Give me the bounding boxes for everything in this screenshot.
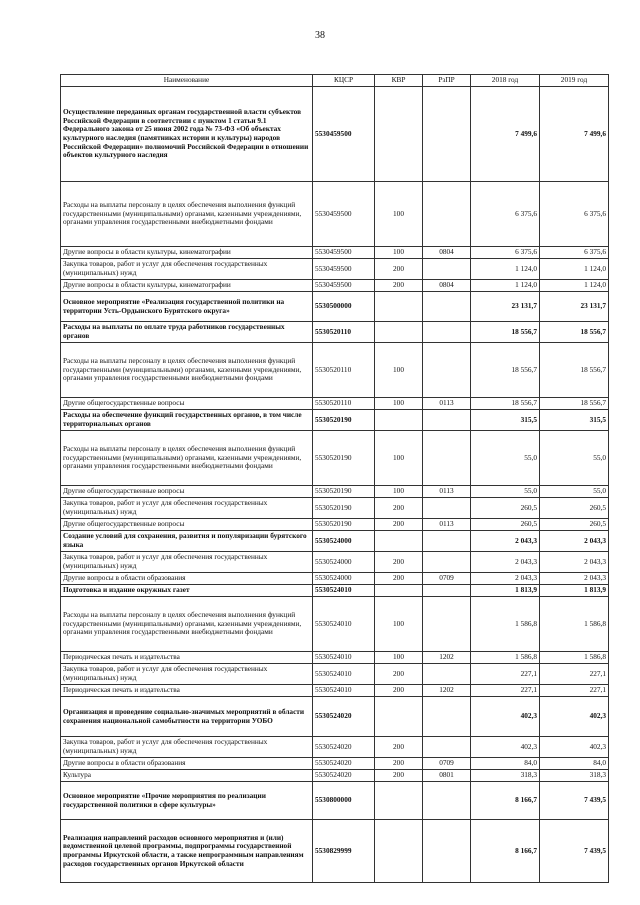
cell-kcsr: 5530829999 — [313, 820, 375, 883]
cell-y2019: 402,3 — [540, 737, 609, 758]
table-row — [61, 259, 609, 280]
cell-y2019: 260,5 — [540, 519, 609, 531]
cell-rzpr — [423, 498, 471, 519]
cell-kvr: 200 — [375, 280, 423, 292]
cell-y2019: 55,0 — [540, 486, 609, 498]
cell-y2018: 55,0 — [471, 431, 540, 486]
table-row — [61, 292, 609, 322]
cell-name: Подготовка и издание окружных газет — [61, 585, 313, 597]
cell-y2019: 18 556,7 — [540, 398, 609, 410]
cell-name: Закупка товаров, работ и услуг для обеспечения государственных (муниципальных) нужд — [61, 664, 313, 685]
cell-y2019: 2 043,3 — [540, 573, 609, 585]
header-name: Наименование — [61, 75, 313, 87]
cell-y2018: 8 166,7 — [471, 820, 540, 883]
cell-y2018: 1 124,0 — [471, 259, 540, 280]
cell-kvr: 100 — [375, 247, 423, 259]
cell-rzpr: 0804 — [423, 280, 471, 292]
table-row — [61, 498, 609, 519]
cell-y2019: 1 813,9 — [540, 585, 609, 597]
cell-name: Расходы на выплаты персоналу в целях обеспечения выполнения функций государственными (муниципальными) органами, казенными учреждениями, органами управления государственными внебюджетными фондами — [61, 343, 313, 398]
cell-kvr: 200 — [375, 552, 423, 573]
cell-rzpr — [423, 182, 471, 247]
cell-name: Расходы на выплаты персоналу в целях обеспечения выполнения функций государственными (муниципальными) органами, казенными учреждениями, органами управления государственными внебюджетными фондами — [61, 597, 313, 652]
cell-y2018: 227,1 — [471, 664, 540, 685]
cell-name: Другие общегосударственные вопросы — [61, 398, 313, 410]
cell-kcsr: 5530459500 — [313, 182, 375, 247]
table-row — [61, 652, 609, 664]
cell-kvr: 200 — [375, 737, 423, 758]
table-row — [61, 737, 609, 758]
cell-name: Основное мероприятие «Реализация государственной политики на территории Усть-Ордынского Бурятского округа» — [61, 292, 313, 322]
cell-y2019: 55,0 — [540, 431, 609, 486]
cell-y2019: 6 375,6 — [540, 182, 609, 247]
cell-name: Закупка товаров, работ и услуг для обеспечения государственных (муниципальных) нужд — [61, 552, 313, 573]
cell-name: Реализация направлений расходов основного мероприятия и (или) ведомственной целевой программы, подпрограммы государственной программы Иркутской области, а также непрограммным направлениям расходов государственных органов Иркутской области — [61, 820, 313, 883]
cell-y2018: 1 586,8 — [471, 652, 540, 664]
cell-y2018: 402,3 — [471, 737, 540, 758]
cell-name: Другие общегосударственные вопросы — [61, 486, 313, 498]
cell-kcsr: 5530520110 — [313, 343, 375, 398]
cell-rzpr: 1202 — [423, 652, 471, 664]
cell-name: Другие вопросы в области культуры, кинематографии — [61, 280, 313, 292]
table-header-row — [61, 75, 609, 87]
table-row — [61, 410, 609, 431]
cell-kcsr: 5530524020 — [313, 697, 375, 737]
cell-y2018: 8 166,7 — [471, 782, 540, 820]
header-kvr: КВР — [375, 75, 423, 87]
cell-rzpr: 1202 — [423, 685, 471, 697]
cell-rzpr — [423, 431, 471, 486]
table-row — [61, 322, 609, 343]
page-number: 38 — [315, 30, 325, 41]
cell-kvr: 100 — [375, 597, 423, 652]
cell-kvr: 100 — [375, 343, 423, 398]
cell-rzpr — [423, 737, 471, 758]
cell-kvr: 200 — [375, 664, 423, 685]
cell-y2019: 2 043,3 — [540, 531, 609, 552]
cell-name: Другие вопросы в области культуры, кинематографии — [61, 247, 313, 259]
cell-kcsr: 5530524010 — [313, 585, 375, 597]
cell-kcsr: 5530520110 — [313, 398, 375, 410]
cell-y2018: 23 131,7 — [471, 292, 540, 322]
cell-name: Организация и проведение социально-значимых мероприятий в области сохранения национальной самобытности на территории УОБО — [61, 697, 313, 737]
cell-kcsr: 5530520190 — [313, 486, 375, 498]
cell-kvr — [375, 820, 423, 883]
cell-y2019: 260,5 — [540, 498, 609, 519]
cell-kcsr: 5530500000 — [313, 292, 375, 322]
cell-y2018: 18 556,7 — [471, 322, 540, 343]
cell-name: Культура — [61, 770, 313, 782]
cell-rzpr: 0709 — [423, 573, 471, 585]
cell-rzpr: 0804 — [423, 247, 471, 259]
cell-y2018: 1 124,0 — [471, 280, 540, 292]
cell-y2018: 227,1 — [471, 685, 540, 697]
cell-rzpr — [423, 531, 471, 552]
table-row — [61, 552, 609, 573]
cell-y2018: 402,3 — [471, 697, 540, 737]
cell-kcsr: 5530800000 — [313, 782, 375, 820]
cell-kvr — [375, 322, 423, 343]
cell-y2019: 1 586,8 — [540, 652, 609, 664]
cell-rzpr — [423, 697, 471, 737]
table-row — [61, 531, 609, 552]
cell-rzpr — [423, 259, 471, 280]
cell-kcsr: 5530524000 — [313, 573, 375, 585]
cell-kvr: 200 — [375, 685, 423, 697]
cell-y2018: 7 499,6 — [471, 87, 540, 182]
cell-kcsr: 5530524000 — [313, 552, 375, 573]
cell-rzpr — [423, 585, 471, 597]
cell-name: Расходы на выплаты по оплате труда работников государственных органов — [61, 322, 313, 343]
cell-kvr: 200 — [375, 770, 423, 782]
cell-y2018: 1 813,9 — [471, 585, 540, 597]
cell-name: Закупка товаров, работ и услуг для обеспечения государственных (муниципальных) нужд — [61, 259, 313, 280]
cell-kvr — [375, 585, 423, 597]
cell-rzpr: 0113 — [423, 398, 471, 410]
header-2019: 2019 год — [540, 75, 609, 87]
header-2018: 2018 год — [471, 75, 540, 87]
table-row — [61, 182, 609, 247]
cell-kvr: 200 — [375, 573, 423, 585]
cell-name: Периодическая печать и издательства — [61, 685, 313, 697]
table-row — [61, 782, 609, 820]
table-row — [61, 770, 609, 782]
cell-name: Основное мероприятие «Прочие мероприятия по реализации государственной политики в сфере культуры» — [61, 782, 313, 820]
cell-kcsr: 5530524010 — [313, 664, 375, 685]
cell-y2019: 227,1 — [540, 685, 609, 697]
cell-rzpr: 0801 — [423, 770, 471, 782]
table-row — [61, 486, 609, 498]
cell-kcsr: 5530524020 — [313, 770, 375, 782]
cell-kcsr: 5530524000 — [313, 531, 375, 552]
cell-y2018: 6 375,6 — [471, 247, 540, 259]
table-row — [61, 664, 609, 685]
cell-y2018: 18 556,7 — [471, 398, 540, 410]
cell-y2019: 2 043,3 — [540, 552, 609, 573]
cell-name: Другие вопросы в области образования — [61, 758, 313, 770]
cell-y2019: 84,0 — [540, 758, 609, 770]
cell-name: Периодическая печать и издательства — [61, 652, 313, 664]
cell-name: Закупка товаров, работ и услуг для обеспечения государственных (муниципальных) нужд — [61, 498, 313, 519]
cell-kvr: 100 — [375, 486, 423, 498]
cell-y2018: 315,5 — [471, 410, 540, 431]
cell-rzpr — [423, 782, 471, 820]
table-row — [61, 519, 609, 531]
cell-kvr — [375, 410, 423, 431]
cell-rzpr — [423, 322, 471, 343]
cell-kcsr: 5530524020 — [313, 737, 375, 758]
cell-y2019: 7 439,5 — [540, 820, 609, 883]
cell-y2018: 260,5 — [471, 519, 540, 531]
cell-kvr — [375, 292, 423, 322]
cell-y2019: 318,3 — [540, 770, 609, 782]
cell-y2018: 260,5 — [471, 498, 540, 519]
cell-rzpr: 0113 — [423, 519, 471, 531]
header-rzpr: РзПР — [423, 75, 471, 87]
cell-rzpr: 0113 — [423, 486, 471, 498]
cell-kvr — [375, 782, 423, 820]
cell-kvr — [375, 697, 423, 737]
cell-kvr: 200 — [375, 758, 423, 770]
cell-kvr: 100 — [375, 398, 423, 410]
table-row — [61, 398, 609, 410]
cell-rzpr — [423, 664, 471, 685]
cell-rzpr: 0709 — [423, 758, 471, 770]
cell-y2018: 18 556,7 — [471, 343, 540, 398]
table-row — [61, 597, 609, 652]
cell-y2018: 2 043,3 — [471, 531, 540, 552]
cell-name: Расходы на выплаты персоналу в целях обеспечения выполнения функций государственными (муниципальными) органами, казенными учреждениями, органами управления государственными внебюджетными фондами — [61, 431, 313, 486]
cell-y2019: 23 131,7 — [540, 292, 609, 322]
cell-rzpr — [423, 820, 471, 883]
cell-kvr: 100 — [375, 182, 423, 247]
cell-kvr: 100 — [375, 652, 423, 664]
table-row — [61, 697, 609, 737]
cell-y2019: 18 556,7 — [540, 322, 609, 343]
cell-y2019: 402,3 — [540, 697, 609, 737]
table-body — [61, 87, 609, 883]
cell-kvr: 100 — [375, 431, 423, 486]
cell-kcsr: 5530459500 — [313, 87, 375, 182]
cell-y2019: 227,1 — [540, 664, 609, 685]
cell-y2019: 18 556,7 — [540, 343, 609, 398]
header-kcsr: КЦСР — [313, 75, 375, 87]
cell-rzpr — [423, 87, 471, 182]
table-row — [61, 758, 609, 770]
cell-name: Другие общегосударственные вопросы — [61, 519, 313, 531]
cell-kcsr: 5530520110 — [313, 322, 375, 343]
cell-y2018: 55,0 — [471, 486, 540, 498]
cell-kcsr: 5530520190 — [313, 410, 375, 431]
cell-y2019: 7 439,5 — [540, 782, 609, 820]
cell-kcsr: 5530520190 — [313, 519, 375, 531]
cell-kvr: 200 — [375, 519, 423, 531]
cell-rzpr — [423, 410, 471, 431]
cell-name: Закупка товаров, работ и услуг для обеспечения государственных (муниципальных) нужд — [61, 737, 313, 758]
cell-kvr: 200 — [375, 498, 423, 519]
table-row — [61, 247, 609, 259]
cell-y2018: 318,3 — [471, 770, 540, 782]
cell-kvr — [375, 87, 423, 182]
cell-y2019: 315,5 — [540, 410, 609, 431]
cell-rzpr — [423, 343, 471, 398]
budget-table — [60, 74, 609, 883]
cell-kcsr: 5530459500 — [313, 259, 375, 280]
cell-kcsr: 5530524010 — [313, 652, 375, 664]
table-row — [61, 431, 609, 486]
cell-rzpr — [423, 552, 471, 573]
table-row — [61, 585, 609, 597]
cell-kcsr: 5530524010 — [313, 685, 375, 697]
cell-kcsr: 5530459500 — [313, 247, 375, 259]
cell-y2019: 6 375,6 — [540, 247, 609, 259]
table-row — [61, 280, 609, 292]
cell-kvr: 200 — [375, 259, 423, 280]
cell-kvr — [375, 531, 423, 552]
cell-name: Расходы на обеспечение функций государственных органов, в том числе территориальных органов — [61, 410, 313, 431]
table-row — [61, 573, 609, 585]
cell-y2019: 7 499,6 — [540, 87, 609, 182]
cell-name: Осуществление переданных органам государственной власти субъектов Российской Федерации в соответствии с пунктом 1 статьи 9.1 Федерального закона от 25 июня 2002 года № 73-ФЗ «Об объектах культурного наследия (памятниках истории и культуры) народов Российской Федерации» полномочий Российской Федерации в отношении объектов культурного наследия — [61, 87, 313, 182]
cell-y2018: 1 586,8 — [471, 597, 540, 652]
cell-kcsr: 5530524010 — [313, 597, 375, 652]
cell-y2019: 1 124,0 — [540, 259, 609, 280]
cell-name: Другие вопросы в области образования — [61, 573, 313, 585]
cell-kcsr: 5530524020 — [313, 758, 375, 770]
table-row — [61, 685, 609, 697]
cell-kcsr: 5530520190 — [313, 431, 375, 486]
table-row — [61, 820, 609, 883]
cell-y2018: 2 043,3 — [471, 552, 540, 573]
cell-y2018: 2 043,3 — [471, 573, 540, 585]
cell-kcsr: 5530520190 — [313, 498, 375, 519]
cell-name: Расходы на выплаты персоналу в целях обеспечения выполнения функций государственными (муниципальными) органами, казенными учреждениями, органами управления государственными внебюджетными фондами — [61, 182, 313, 247]
cell-rzpr — [423, 597, 471, 652]
cell-y2019: 1 586,8 — [540, 597, 609, 652]
table-row — [61, 87, 609, 182]
table-row — [61, 343, 609, 398]
cell-y2018: 84,0 — [471, 758, 540, 770]
cell-name: Создание условий для сохранения, развития и популяризации бурятского языка — [61, 531, 313, 552]
cell-rzpr — [423, 292, 471, 322]
cell-y2019: 1 124,0 — [540, 280, 609, 292]
cell-y2018: 6 375,6 — [471, 182, 540, 247]
cell-kcsr: 5530459500 — [313, 280, 375, 292]
